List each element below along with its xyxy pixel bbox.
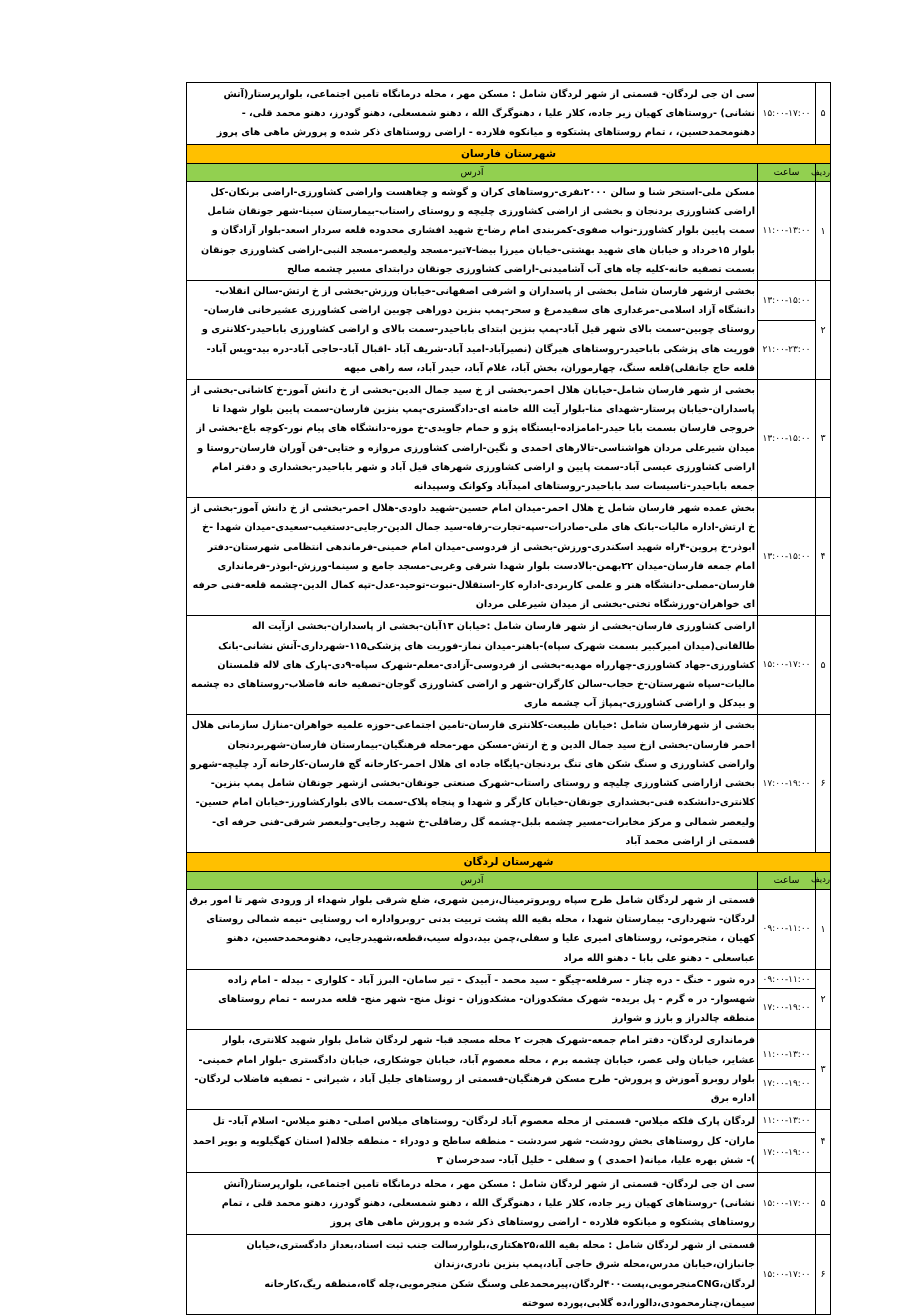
row-time: ۱۳:۰۰-۱۵:۰۰	[758, 498, 816, 616]
row-index: ۴	[816, 498, 831, 616]
row-index: ۳	[816, 1030, 831, 1110]
row-address: دره شور - خنگ - دره چنار - سرقلعه-چیگو - سید محمد - آبیدک - تیر سامان- البرز آباد - کلواری - بیدله - امام زاده شهسوار- در ه گرم - پل بریده- شهرک مشکدوزان- مشکدوزان - تونل منج- شهر منج- قلعه مدرسه - تمام روستاهای منطقه چالدراز و بارز و شوارز	[187, 969, 758, 1030]
row-time	[758, 1110, 816, 1173]
time-slot: ۰۹:۰۰-۱۱:۰۰	[762, 974, 811, 985]
row-index: ۵	[816, 1173, 831, 1235]
section-header-farsan	[187, 145, 831, 164]
section-header-lordegan	[187, 852, 831, 871]
row-time: ۱۷:۰۰-۱۹:۰۰	[758, 715, 816, 852]
row-index: ۵	[816, 83, 831, 145]
header-time: ساعت	[758, 164, 816, 182]
row-address: بخشی از شهر فارسان شامل-خیابان هلال احمر-بخشی از خ سید جمال الدین-بخشی از خ دانش آموز-خ کاشانی-بخشی از پاسداران-خیابان پرستار-شهدای منا-بلوار آیت الله خامنه ای-دادگستری-پمپ بنزین فارسان-سمت پایین بلوار شهدا تا خروجی فارسان بسمت بابا حیدر-امامزاده-ایستگاه پژو و حمام جاویدی-خ موزه-دانشگاه های پیام نور-کوچه باغ-بخشی از میدان شیرعلی مردان هواشناسی-تالارهای احمدی و نگین-اراضی کشاورزی مروازه و ختایی-فن آوران فارسان-روستا و اراضی کشاورزی عیسی آباد-سمت پایین و اراضی کشاورزی شهرهای قیل آباد و شهر باباحیدر-بخشداری و دفتر امام جمعه باباحیدر-تاسیسات سد باباحیدر-روستاهای امیدآباد وکوانک وسپیدانه	[187, 380, 758, 498]
row-index: ۳	[816, 380, 831, 498]
table-row	[187, 889, 831, 969]
section-title: شهرستان لردگان	[187, 852, 831, 871]
row-time: ۱۵:۰۰-۱۷:۰۰	[758, 83, 816, 145]
outage-schedule-table	[186, 82, 831, 1315]
header-index: ردیف	[816, 871, 831, 889]
row-time: ۱۱:۰۰-۱۳:۰۰	[758, 182, 816, 281]
row-address: سی ان جی لردگان- قسمتی از شهر لردگان شامل : مسکن مهر ، محله درمانگاه تامین اجتماعی، بلوارپرستار(آتش نشانی) -روستاهای کهیان زیر جاده، کلار علیا ، دهنوگرگ الله ، دهنو شمسعلی، دهنو گودرز، دهنو محمد قلی، - دهنومحمدحسین، ، تمام روستاهای پشتکوه و میانکوه فلارده - اراضی روستاهای ذکر شده و پرورش ماهی های پروز	[187, 83, 758, 145]
table-row	[187, 1030, 831, 1110]
row-address: لردگان پارک فلکه میلاس- قسمتی از محله معصوم آباد لردگان- روستاهای میلاس اصلی- دهنو میلاس- اسلام آباد- تل ماران- کل روستاهای بخش رودشت- شهر سردشت - منطقه ساطح و دودراء - منطقه جلاله( استان کهگیلویه و بویر احمد )- شش بهره علیا، میانه( احمدی ) و سفلی - خلیل آباد- سدخرسان ۳	[187, 1110, 758, 1173]
header-address: آدرس	[187, 164, 758, 182]
row-address: سی ان جی لردگان- قسمتی از شهر لردگان شامل : مسکن مهر ، محله درمانگاه تامین اجتماعی، بلوارپرستار(آتش نشانی) -روستاهای کهیان زیر جاده، کلار علیا ، دهنوگرگ الله ، دهنو شمسعلی، دهنو گودرز، دهنو محمد قلی ، تمام روستاهای پشتکوه و میانکوه فلارده - اراضی روستاهای ذکر شده و پرورش ماهی های پروز	[187, 1173, 758, 1235]
row-time: ۱۵:۰۰-۱۷:۰۰	[758, 1173, 816, 1235]
time-slot: ۱۷:۰۰-۱۹:۰۰	[758, 988, 815, 1028]
table-row	[187, 83, 831, 145]
row-index: ۱	[816, 182, 831, 281]
row-index: ۵	[816, 616, 831, 715]
table-row	[187, 616, 831, 715]
header-address: آدرس	[187, 871, 758, 889]
table-row	[187, 182, 831, 281]
time-slot: ۱۷:۰۰-۱۹:۰۰	[758, 1132, 815, 1172]
row-index: ۲	[816, 281, 831, 380]
time-slot: ۲۱:۰۰-۲۳:۰۰	[758, 320, 815, 379]
time-slot: ۱۳:۰۰-۱۵:۰۰	[762, 295, 811, 306]
row-address: فرمانداری لردگان- دفتر امام جمعه-شهرک هجرت ۲ محله مسجد قبا- شهر لردگان شامل بلوار شهید کلانتری، بلوار عشایر، خیابان ولی عصر، خیابان چشمه برم ، محله معصوم آباد، خیابان جوشکاری، خیابان دادگستری -بلوار امام خمینی- بلوار روبرو آموزش و پرورش- طرح مسکن فرهنگیان-قسمتی از روستاهای جلیل آباد ، شیرانی - تصفیه فاضلاب لردگان-اداره برق	[187, 1030, 758, 1110]
row-time: ۱۵:۰۰-۱۷:۰۰	[758, 1235, 816, 1315]
row-address: قسمتی از شهر لردگان شامل طرح سپاه روبروترمینال،زمین شهری، ضلع شرقی بلوار شهداء از ورودی شهر تا امور برق لردگان- شهرداری- بیمارستان شهدا ، محله بقیه الله پشت تربیت بدنی -روبرواداره اب روستایی -نیمه شمالی روستای کهیان ، متجرموئی، روستاهای امیری علیا و سفلی،چمن بید،دوله سیب،قطعه،شهیدرجایی، دهنومحمدحسین، دهنو عباسعلی - دهنو علی بابا - دهنو الله مراد	[187, 889, 758, 969]
row-address: بخشی ازشهر فارسان شامل بخشی از پاسداران و اشرفی اصفهانی-خیابان ورزش-بخشی از خ ارتش-سالن انقلاب-دانشگاه آزاد اسلامی-مرغداری های سفیدمرغ و سحر-پمپ بنزین دوراهی چوبین اراضی کشاورزی عشیرخانی فارسان-روستای چوبین-سمت بالای شهر قیل آباد-پمپ بنزین ابتدای باباحیدر-سمت بالای و اراضی کشاورزی باباحیدر-کلانتری و فوریت های پزشکی باباحیدر-روستاهای هیرگان (نصیرآباد-امید آباد-شریف آباد -اقبال آباد-حاجی آباد-دره بید-ویس آباد-قلعه حاج جانقلی)قلعه سنگ، چهارموران، بخش آباد، غلام آباد، حیدر آباد، سه راهی میهه	[187, 281, 758, 380]
table-row	[187, 498, 831, 616]
column-header-row	[187, 871, 831, 889]
section-title: شهرستان فارسان	[187, 145, 831, 164]
time-slot: ۱۱:۰۰-۱۳:۰۰	[762, 1050, 811, 1061]
row-index: ۴	[816, 1110, 831, 1173]
row-index: ۶	[816, 1235, 831, 1315]
time-slot: ۱۱:۰۰-۱۳:۰۰	[762, 1116, 811, 1127]
row-index: ۶	[816, 715, 831, 852]
table-row	[187, 380, 831, 498]
header-index: ردیف	[816, 164, 831, 182]
row-address: بخشی از شهرفارسان شامل :خیابان طبیعت-کلانتری فارسان-تامین اجتماعی-حوزه علمیه خواهران-منازل سازمانی هلال احمر فارسان-بخشی ازخ سید جمال الدین و خ ارتش-مسکن مهر-محله فرهنگیان-بیمارستان فارسان-شهربردنجان واراضی کشاورزی و سنگ شکن های تنگ بردنجان-پایگاه جاده ای هلال احمر-کارخانه گچ فارسان-کارخانه آرد چلیچه-شهرو بخشی ازاراضی کشاورزی چلیچه و روستای راستاب-شهرک صنعتی جونقان-بخشی ازشهر جونقان شامل پمپ بنزین-کلانتری-دانشکده فنی-بخشداری جونقان-خیابان کارگر و شهدا و پنجاه پلاک-سمت بالای بلوارکشاورز-خیابان امام حسین-ولیعصر شمالی و مرکز مخابرات-مسیر چشمه بلبل-چشمه گل رضاقلی-خ شهید رجایی-ولیعصر شرقی-فنی حرفه ای-قسمتی از اراضی محمد آباد	[187, 715, 758, 852]
table-row	[187, 1235, 831, 1315]
row-time	[758, 1030, 816, 1110]
table-row	[187, 1110, 831, 1173]
row-time: ۰۹:۰۰-۱۱:۰۰	[758, 889, 816, 969]
header-time: ساعت	[758, 871, 816, 889]
row-address: مسکن ملی-استخر شنا و سالن ۲۰۰۰نفری-روستاهای کران و گوشه و چغاهست واراضی کشاورزی-اراضی برنکان-کل اراضی کشاورزی بردنجان و بخشی از اراضی کشاورزی چلیچه و روستای راستاب-بیمارستان سینا-شهر جونقان شامل سمت پایین بلوار کشاورز-نواب صفوی-کمربندی امام رضا-خ شهید افشاری محدوده قلعه سردار اسعد-بلوار آزادگان و بلوار ۱۵خرداد و خیابان های شهید بهشتی-خیابان میرزا بیضا-۷تیر-مسجد ولیعصر-مسجد النبی-اراضی کشاورزی جونقان بسمت تصفیه خانه-کلیه چاه های آب آشامیدنی-اراضی کشاورزی جونقان درابتدای مسیر چشمه صالح	[187, 182, 758, 281]
row-index: ۲	[816, 969, 831, 1030]
row-address: اراضی کشاورزی فارسان-بخشی از شهر فارسان شامل :خیابان ۱۳آبان-بخشی از پاسداران-بخشی ازآیت اله طالقانی(میدان امیرکبیر بسمت شهرک سپاه)-باهنر-میدان نماز-فوریت های پزشکی۱۱۵-شهرداری-آتش نشانی-بانک کشاورزی-جهاد کشاورزی-چهارراه مهدیه-بخشی از فردوسی-آزادی-معلم-شهرک سپاه-۹دی-پارک های لاله قلمستان مالیات-سپاه شهرستان-خ حجاب-سالن کارگران-شهر و اراضی کشاورزی گوجان-تصفیه خانه فاضلاب-روستاهای ده چشمه و بیدکل و اراضی کشاورزی-پمپاژ آب چشمه ماری	[187, 616, 758, 715]
row-time: ۱۵:۰۰-۱۷:۰۰	[758, 616, 816, 715]
time-slot: ۱۷:۰۰-۱۹:۰۰	[758, 1069, 815, 1098]
table-row	[187, 1173, 831, 1235]
row-time	[758, 969, 816, 1030]
row-index: ۱	[816, 889, 831, 969]
column-header-row	[187, 164, 831, 182]
table-row	[187, 969, 831, 1030]
row-time	[758, 281, 816, 380]
row-address: قسمتی از شهر لردگان شامل : محله بقیه الله،۲۵هکتاری،بلواررسالت جنب ثبت اسناد،بعداز دادگستری،خیابان جانبازان،خیابان مدرس،محله شرق حاجی آباد،پمپ بنزین نادری،زندان لردگان،CNGمنجرمویی،پست۴۰۰لردگان،پیرمحمدعلی وسنگ شکن منجرمویی،چله گاه،منطقه ریگ،کارخانه سیمان،چنارمحمودی،دالورا،ده گلابی،پورده سوخته	[187, 1235, 758, 1315]
row-time: ۱۳:۰۰-۱۵:۰۰	[758, 380, 816, 498]
table-row	[187, 281, 831, 380]
row-address: بخش عمده شهر فارسان شامل خ هلال احمر-میدان امام حسین-شهید داودی-هلال احمر-بخشی از خ دانش آموز-بخشی از خ ارتش-اداره مالیات-بانک های ملی-صادرات-سپه-تجارت-رفاه-سید جمال الدین-رجایی-دستغیب-سعیدی-میدان شهدا -خ ابوذر-خ پروین-۴راه شهید اسکندری-ورزش-بخشی از فردوسی-میدان امام خمینی-فرماندهی انتظامی شهرستان-دفتر امام جمعه فارسان-میدان ۲۲بهمن-بالادست بلوار شهدا شرقی وغربی-مسجد جامع و سینما-ورزش-ابوذر-فرمانداری فارسان-مصلی-دانشگاه هنر و علمی کاربردی-اداره کار-استقلال-نبوت-توحید-عدل-تپه کمال الدین-چشمه قلعه-فنی حرفه ای خواهران-ورزشگاه تختی-بخشی از میدان شیرعلی مردان	[187, 498, 758, 616]
table-row	[187, 715, 831, 852]
